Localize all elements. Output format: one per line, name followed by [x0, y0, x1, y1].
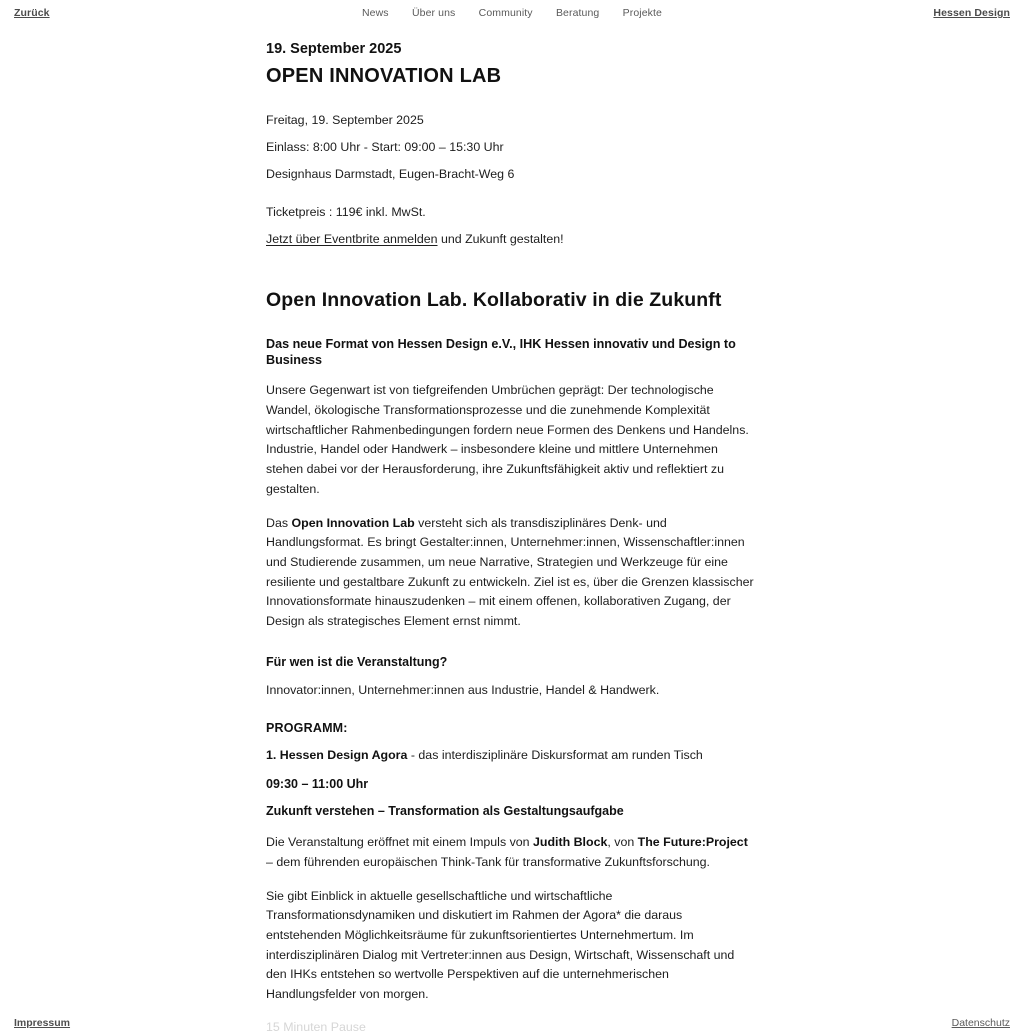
footer-link-datenschutz[interactable]: Datenschutz: [948, 1016, 1014, 1030]
nav-item-beratung[interactable]: Beratung: [555, 7, 600, 19]
talk-paragraph-2: Sie gibt Einblick in aktuelle gesellschaftliche und wirtschaftliche Transformationsdynamiken und diskutiert im Rahmen der Agora* die daraus entstehenden Möglichkeitsräume für zukunftsorientiertes Unternehmertum. Im interdisziplinären Dialog mit Vertreter:innen aus Design, Wirtschaft, Wissenschaft und den IHKs entstehen so wertvolle Perspektiven auf die unternehmerischen Handlungsfelder von morgen.: [266, 888, 735, 1002]
paragraph-2-emphasis: Open Innovation Lab: [291, 515, 415, 530]
top-navigation-bar: [0, 0, 1024, 26]
back-link[interactable]: Zurück: [14, 7, 50, 19]
audience-text: Innovator:innen, Unternehmer:innen aus Industrie, Handel & Handwerk.: [266, 683, 660, 698]
event-venue-line: Designhaus Darmstadt, Eugen-Bracht-Weg 6: [266, 166, 515, 181]
nav-item-ueber-uns[interactable]: Über uns: [411, 7, 456, 19]
nav-item-news[interactable]: News: [362, 7, 389, 19]
event-time-line: Einlass: 8:00 Uhr - Start: 09:00 – 15:30 Uhr: [266, 139, 504, 154]
article-body: [266, 336, 754, 1036]
article-paragraph-2: [266, 514, 754, 632]
event-day-line: Freitag, 19. September 2025: [266, 112, 424, 127]
content-column: [266, 26, 754, 1036]
audience-heading: Für wen ist die Veranstaltung?: [266, 654, 448, 669]
event-registration-line: [266, 232, 754, 248]
brand-logo-link[interactable]: Hessen Design: [933, 7, 1010, 19]
organization-name: The Future:Project: [637, 835, 748, 850]
program-item-1-title: 1. Hessen Design Agora: [266, 748, 408, 763]
event-price-line: Ticketpreis : 119€ inkl. MwSt.: [266, 205, 426, 220]
event-meta-block: [266, 113, 754, 248]
program-item-1-time: 09:30 – 11:00 Uhr: [266, 776, 369, 791]
register-suffix-text: und Zukunft gestalten!: [437, 232, 564, 247]
paragraph-2-prefix: Das: [266, 515, 292, 530]
footer-link-impressum[interactable]: Impressum: [10, 1016, 74, 1030]
paragraph-2-rest: versteht sich als transdisziplinäres Denk- und Handlungsformat. Es bringt Gestalter:innen, Unternehmer:innen, Wissenschaftler:innen und Studierende zusammen, um neue Narrative, Strategien und Werkzeuge für eine resiliente und gestaltbare Zukunft zu entwickeln. Ziel ist es, über die Grenzen klassischer Innovationsformate hinauszudenken – mit einem offenen, kollaborativen Zugang, der Design als strategisches Element ernst nimmt.: [266, 515, 754, 629]
talk-p1-part-a: Die Veranstaltung eröffnet mit einem Impuls von: [266, 835, 533, 850]
article-paragraph-1: Unsere Gegenwart ist von tiefgreifenden Umbrüchen geprägt: Der technologische Wandel, ökologische Transformationsprozesse und die zunehmende Komplexität wirtschaftlicher Rahmenbedingungen fordern neue Formen des Denkens und Handelns. Industrie, Handel oder Handwerk – insbesondere kleine und mittlere Unternehmen stehen dabei vor der Herausforderung, ihre Zukunftsfähigkeit aktiv und reflektiert zu gestalten.: [266, 383, 749, 496]
nav-item-community[interactable]: Community: [478, 7, 533, 19]
talk-p1-part-c: , von: [607, 835, 638, 850]
program-item-1: [266, 747, 754, 764]
primary-nav: [362, 7, 662, 19]
article-section-title: Open Innovation Lab. Kollaborativ in die Zukunft: [266, 288, 722, 311]
speaker-name: Judith Block: [533, 835, 608, 850]
talk-p1-part-d: – dem führenden europäischen Think-Tank für transformative Zukunftsforschung.: [266, 854, 711, 869]
eventbrite-register-link[interactable]: Jetzt über Eventbrite anmelden: [266, 232, 438, 247]
page-title: OPEN INNOVATION LAB: [266, 64, 502, 87]
talk-title-1: Zukunft verstehen – Transformation als Gestaltungsaufgabe: [266, 804, 624, 819]
next-program-item-partial: 15 Minuten Pause: [266, 1019, 366, 1034]
talk-paragraph-1: [266, 833, 754, 872]
program-heading: PROGRAMM:: [266, 721, 348, 736]
nav-item-projekte[interactable]: Projekte: [622, 7, 662, 19]
article-lead-bold: Das neue Format von Hessen Design e.V., IHK Hessen innovativ und Design to Business: [266, 336, 736, 367]
program-item-1-description: - das interdisziplinäre Diskursformat am runden Tisch: [407, 748, 703, 763]
event-date-eyebrow: 19. September 2025: [266, 41, 402, 57]
